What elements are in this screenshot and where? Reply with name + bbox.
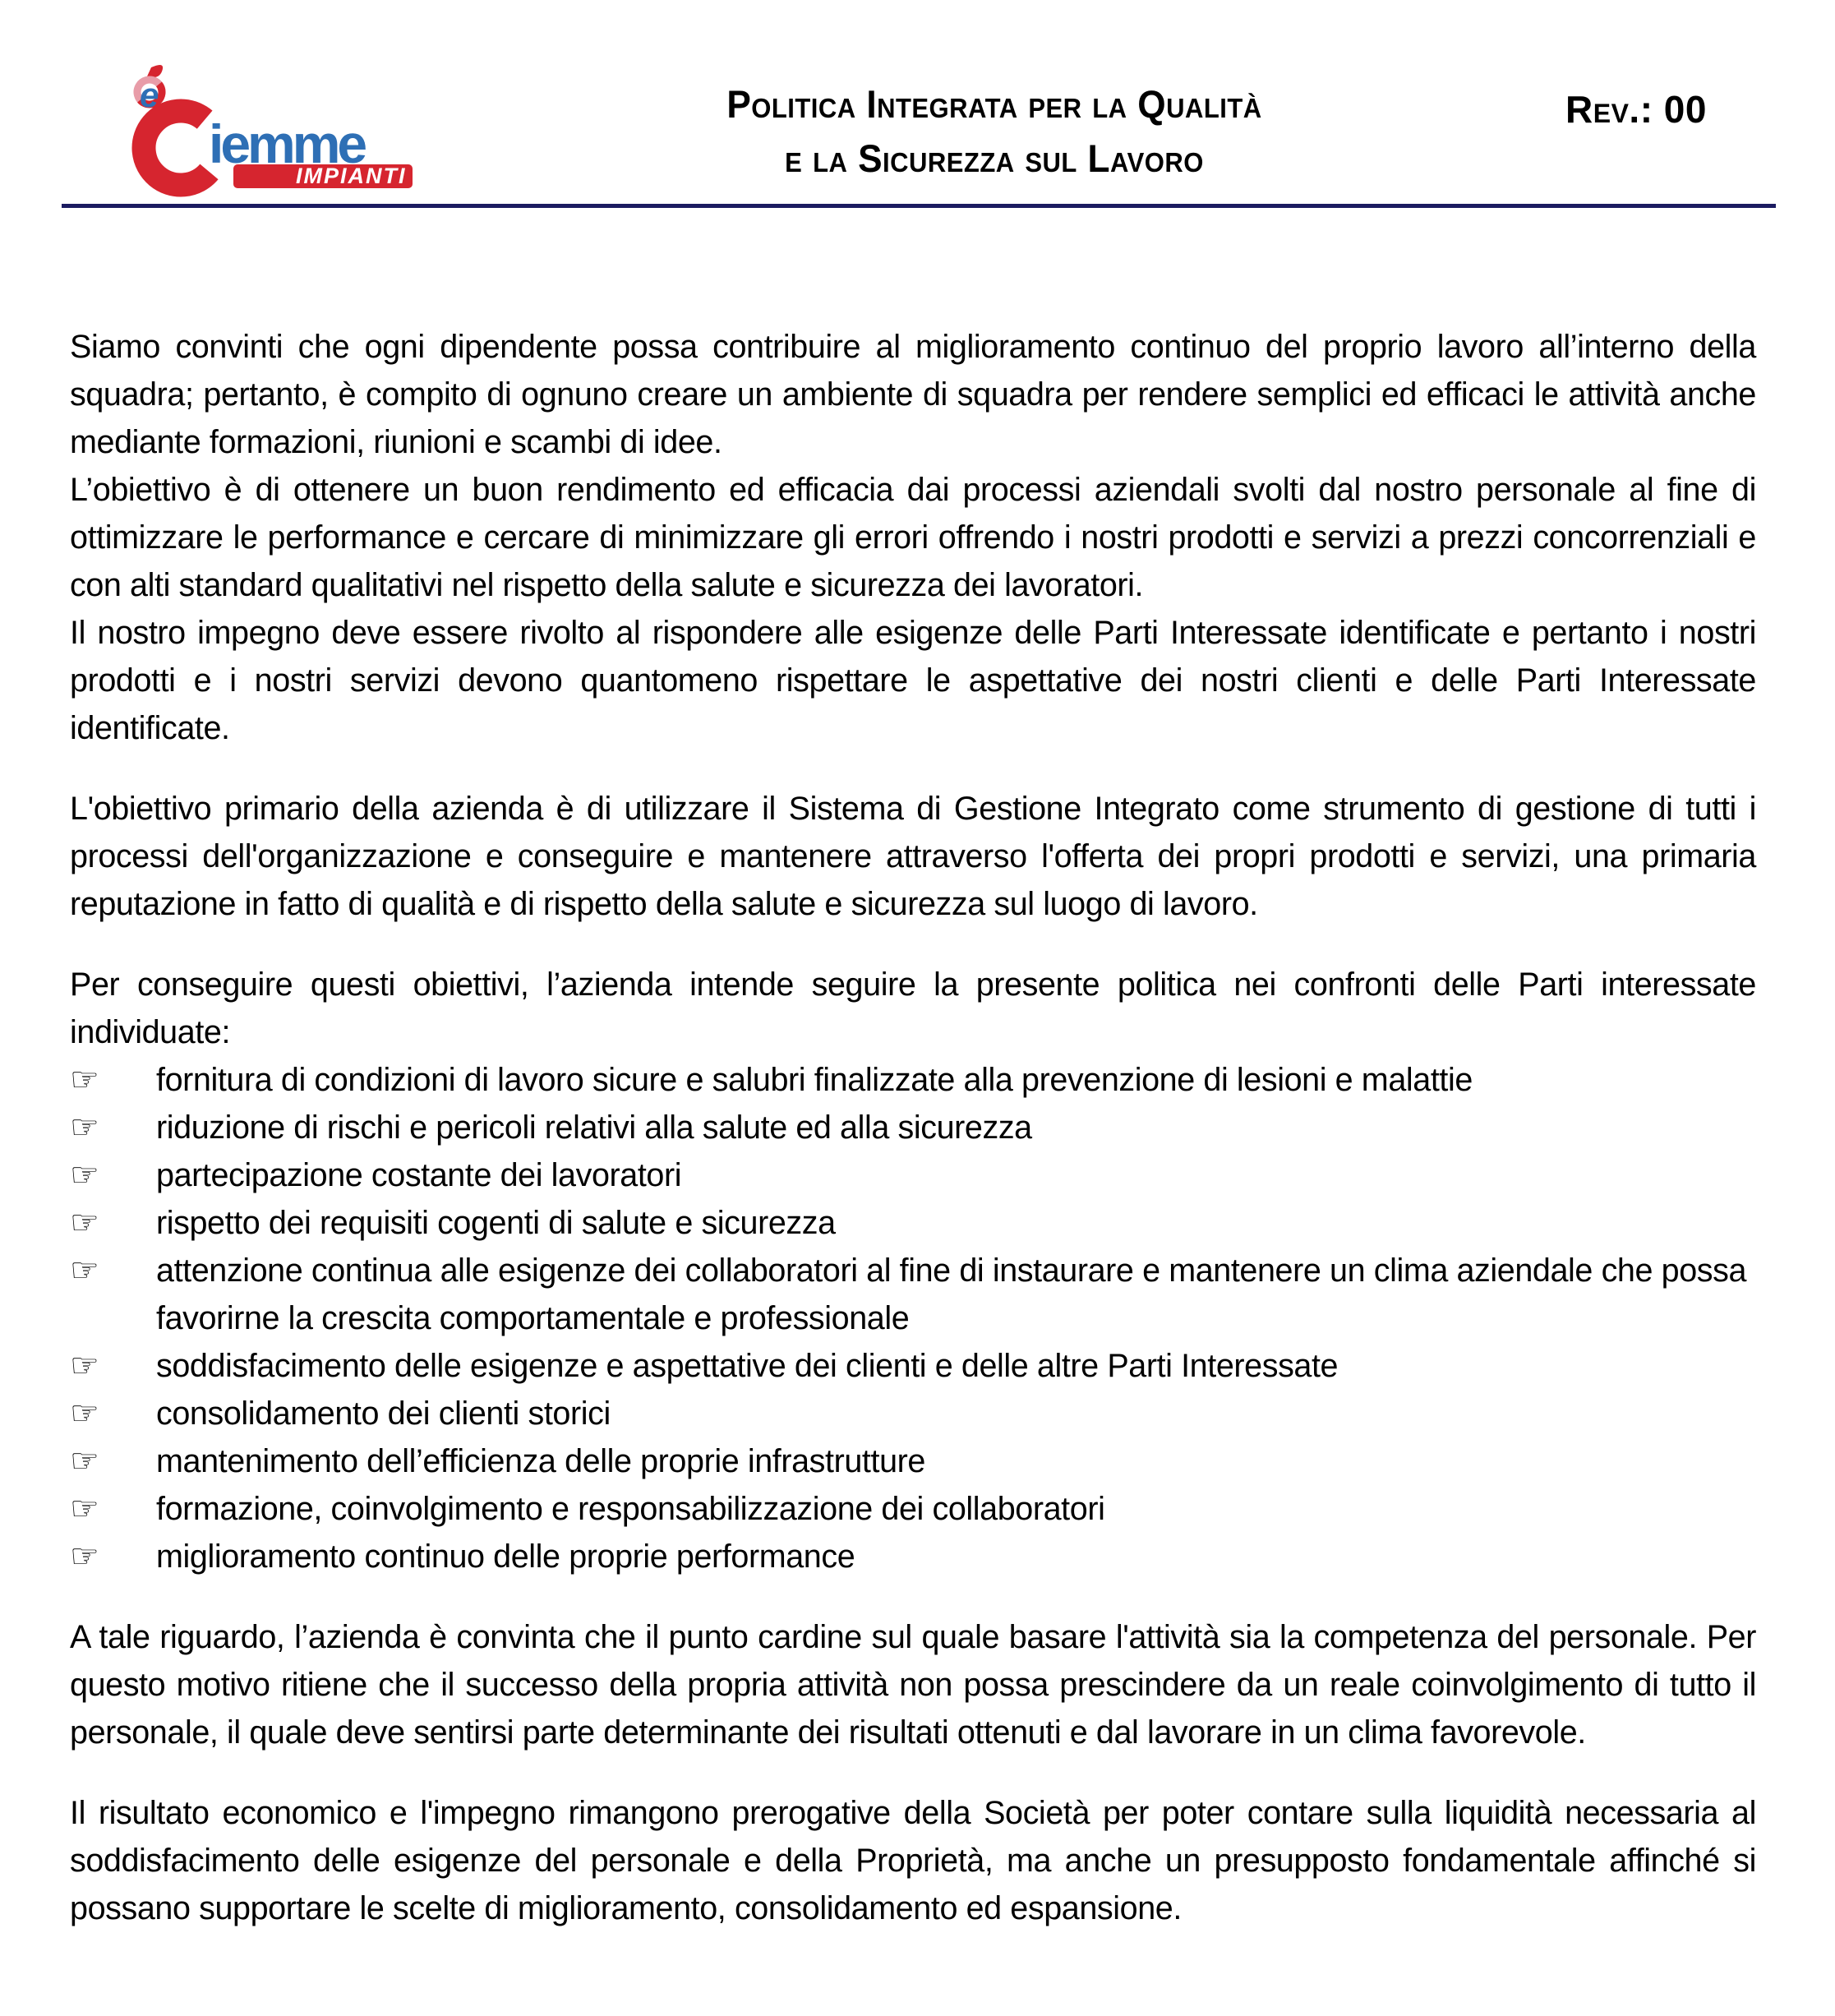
document-body <box>0 323 1835 1932</box>
policy-bullet-list <box>70 1056 1756 1580</box>
paragraph-competence: A tale riguardo, l’azienda è convinta che il punto cardine sul quale basare l'attività sia la competenza del personale. Per questo motivo ritiene che il successo della propria attività non possa prescindere da un reale coinvolgimento di tutto il personale, il quale deve sentirsi parte determinante dei risultati ottenuti e dal lavorare in un clima favorevole. <box>70 1619 1756 1751</box>
list-item <box>70 1390 1756 1437</box>
list-item <box>70 1533 1756 1580</box>
bullet-text: soddisfacimento delle esigenze e aspettative dei clienti e delle altre Parti Interessate <box>156 1348 1339 1384</box>
list-item <box>70 1199 1756 1247</box>
list-item <box>70 1056 1756 1104</box>
company-logo <box>123 61 419 202</box>
header-divider <box>62 204 1776 208</box>
paragraph-intro-2: L’obiettivo è di ottenere un buon rendimento ed efficacia dai processi aziendali svolti dal nostro personale al fine di ottimizzare le performance e cercare di minimizzare gli errori offrendo i nostri prodotti e servizi a prezzi concorrenziali e con alti standard qualitativi nel rispetto della salute e sicurezza dei lavoratori. <box>70 472 1756 603</box>
pointing-hand-icon: ☞ <box>70 1109 99 1146</box>
paragraph-policy-intro: Per conseguire questi obiettivi, l’azienda intende seguire la presente politica nei confronti delle Parti interessate individuate: <box>70 966 1756 1050</box>
list-item <box>70 1437 1756 1485</box>
bullet-text: riduzione di rischi e pericoli relativi alla salute ed alla sicurezza <box>156 1109 1032 1146</box>
pointing-hand-icon: ☞ <box>70 1157 99 1193</box>
pointing-hand-icon: ☞ <box>70 1348 99 1384</box>
logo-brand-text: iemme <box>209 113 365 174</box>
pointing-hand-icon: ☞ <box>70 1396 99 1432</box>
bullet-text: attenzione continua alle esigenze dei collaboratori al fine di instaurare e mantenere un clima aziendale che possa favorirne la crescita comportamentale e professionale <box>156 1253 1747 1336</box>
paragraph-intro-3: Il nostro impegno deve essere rivolto al rispondere alle esigenze delle Parti Interessate identificate e pertanto i nostri prodotti e i nostri servizi devono quantomeno rispettare le aspettative dei nostri clienti e delle Parti Interessate identificate. <box>70 615 1756 746</box>
pointing-hand-icon: ☞ <box>70 1443 99 1479</box>
bullet-text: partecipazione costante dei lavoratori <box>156 1157 682 1193</box>
bullet-text: fornitura di condizioni di lavoro sicure e salubri finalizzate alla prevenzione di lesioni e malattie <box>156 1062 1473 1098</box>
paragraph-closing: Il risultato economico e l'impegno rimangono prerogative della Società per poter contare sulla liquidità necessaria al soddisfacimento delle esigenze del personale e della Proprietà, ma anche un presupposto fondamentale affinché si possano supportare le scelte di miglioramento, consolidamento ed espansione. <box>70 1795 1756 1926</box>
logo-mark-letter: e <box>140 76 159 114</box>
document-header <box>0 0 1835 208</box>
pointing-hand-icon: ☞ <box>70 1253 99 1289</box>
pointing-hand-icon: ☞ <box>70 1539 99 1575</box>
list-item <box>70 1247 1756 1342</box>
list-item <box>70 1104 1756 1151</box>
logo-banner-text: IMPIANTI <box>296 164 407 188</box>
paragraph-intro-1: Siamo convinti che ogni dipendente possa contribuire al miglioramento continuo del proprio lavoro all’interno della squadra; pertanto, è compito di ognuno creare un ambiente di squadra per rendere semplici ed efficaci le attività anche mediante formazioni, riunioni e scambi di idee. <box>70 329 1756 460</box>
document-title <box>693 77 1295 186</box>
list-item <box>70 1342 1756 1390</box>
pointing-hand-icon: ☞ <box>70 1491 99 1527</box>
pointing-hand-icon: ☞ <box>70 1062 99 1098</box>
pointing-hand-icon: ☞ <box>70 1205 99 1241</box>
bullet-text: mantenimento dell’efficienza delle proprie infrastrutture <box>156 1443 925 1479</box>
bullet-text: consolidamento dei clienti storici <box>156 1396 611 1432</box>
paragraph-objective: L'obiettivo primario della azienda è di utilizzare il Sistema di Gestione Integrato come strumento di gestione di tutti i processi dell'organizzazione e conseguire e mantenere attraverso l'offerta dei propri prodotti e servizi, una primaria reputazione in fatto di qualità e di rispetto della salute e sicurezza sul luogo di lavoro. <box>70 791 1756 922</box>
list-item <box>70 1151 1756 1199</box>
bullet-text: rispetto dei requisiti cogenti di salute e sicurezza <box>156 1205 836 1241</box>
title-line-1: Politica Integrata per la Qualità <box>726 82 1262 126</box>
bullet-text: miglioramento continuo delle proprie performance <box>156 1539 855 1575</box>
title-line-2: e la Sicurezza sul Lavoro <box>785 136 1204 180</box>
revision-label: Rev.: 00 <box>1565 88 1707 131</box>
list-item <box>70 1485 1756 1533</box>
bullet-text: formazione, coinvolgimento e responsabilizzazione dei collaboratori <box>156 1491 1105 1527</box>
